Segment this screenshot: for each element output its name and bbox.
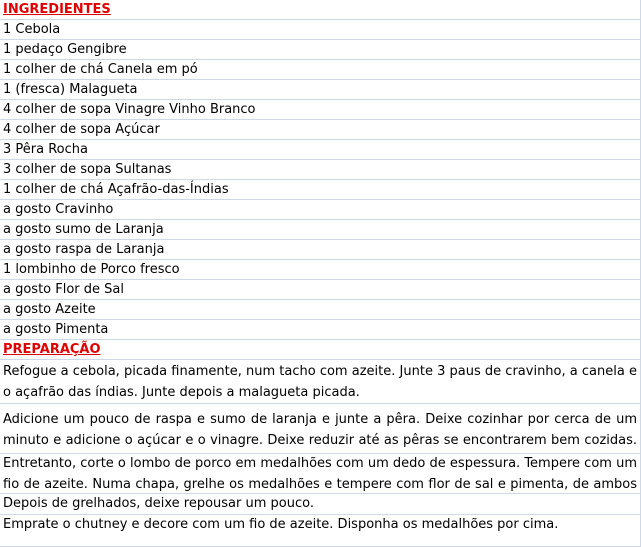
ingredients-heading[interactable]: INGREDIENTES — [0, 0, 640, 20]
ingredient-item[interactable]: a gosto sumo de Laranja — [0, 220, 640, 240]
ingredient-item[interactable]: 1 colher de chá Canela em pó — [0, 60, 640, 80]
preparation-step[interactable]: Depois de grelhados, deixe repousar um pouco. — [0, 494, 640, 515]
ingredient-item[interactable]: a gosto Azeite — [0, 300, 640, 320]
ingredient-item[interactable]: a gosto raspa de Laranja — [0, 240, 640, 260]
preparation-heading[interactable]: PREPARAÇÃO — [0, 340, 640, 360]
ingredient-item[interactable]: a gosto Flor de Sal — [0, 280, 640, 300]
ingredient-item[interactable]: a gosto Cravinho — [0, 200, 640, 220]
ingredient-item[interactable]: a gosto Pimenta — [0, 320, 640, 340]
ingredient-item[interactable]: 1 Cebola — [0, 20, 640, 40]
ingredient-item[interactable]: 1 colher de chá Açafrão-das-Índias — [0, 180, 640, 200]
ingredient-item[interactable]: 1 pedaço Gengibre — [0, 40, 640, 60]
ingredient-item[interactable]: 4 colher de sopa Açúcar — [0, 120, 640, 140]
preparation-step[interactable]: Refogue a cebola, picada finamente, num tacho com azeite. Junte 3 paus de cravinho, a canela e o açafrão das índias. Junte depois a malagueta picada. — [0, 360, 640, 404]
ingredient-item[interactable]: 4 colher de sopa Vinagre Vinho Branco — [0, 100, 640, 120]
ingredient-item[interactable]: 1 lombinho de Porco fresco — [0, 260, 640, 280]
preparation-step[interactable]: Entretanto, corte o lombo de porco em medalhões com um dedo de espessura. Tempere com um fio de azeite. Numa chapa, grelhe os medalhões e tempere com flor de sal e pimenta, de ambos — [0, 454, 640, 494]
preparation-step[interactable]: Emprate o chutney e decore com um fio de azeite. Disponha os medalhões por cima. — [3, 517, 559, 532]
ingredient-item[interactable]: 1 (fresca) Malagueta — [0, 80, 640, 100]
preparation-step[interactable]: Adicione um pouco de raspa e sumo de laranja e junte a pêra. Deixe cozinhar por cerca de um minuto e adicione o açúcar e o vinagre. Deixe reduzir até as pêras se encontrarem bem cozidas. — [0, 404, 640, 454]
ingredient-item[interactable]: 3 colher de sopa Sultanas — [0, 160, 640, 180]
ingredient-item[interactable]: 3 Pêra Rocha — [0, 140, 640, 160]
